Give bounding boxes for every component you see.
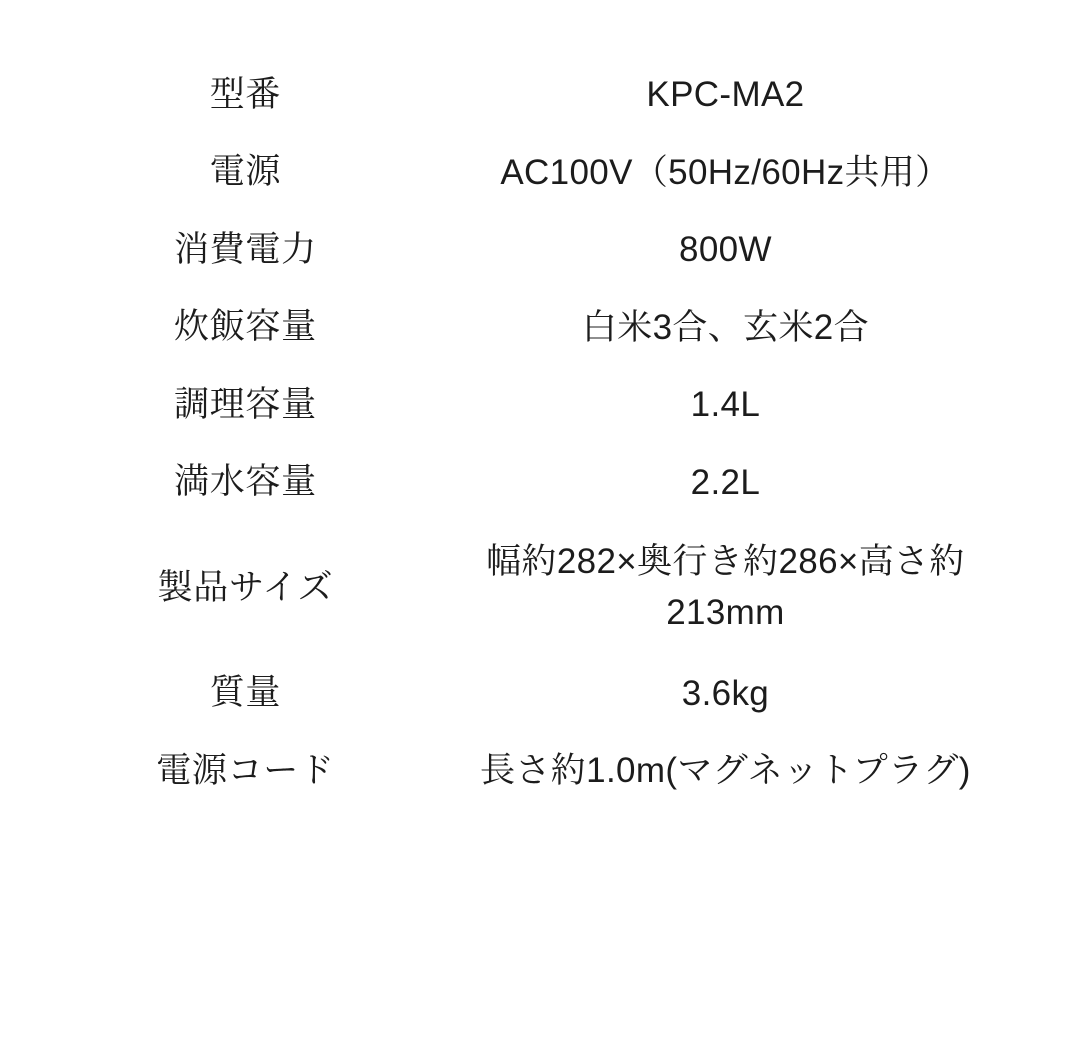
spec-value-product-size: 幅約282×奥行き約286×高さ約213mm [486, 542, 965, 632]
spec-label-power-source: 電源 [209, 152, 282, 192]
table-row [60, 56, 1020, 134]
table-row [60, 655, 1020, 733]
spec-value-model-number: KPC-MA2 [646, 75, 805, 114]
table-row [60, 134, 1020, 212]
spec-value-weight: 3.6kg [681, 673, 770, 713]
table-row [60, 521, 1020, 655]
spec-label-model-number: 型番 [209, 74, 282, 114]
spec-label-power-cord: 電源コード [156, 750, 335, 790]
table-row [60, 289, 1020, 367]
spec-label-full-water-capacity: 満水容量 [174, 462, 317, 502]
table-row [60, 366, 1020, 444]
spec-label-power-consumption: 消費電力 [174, 229, 317, 269]
spec-label-product-size: 製品サイズ [157, 567, 334, 607]
spec-table [60, 56, 1020, 810]
table-row [60, 732, 1020, 810]
spec-label-cooking-capacity: 調理容量 [174, 384, 317, 424]
table-row [60, 444, 1020, 522]
spec-value-power-cord: 長さ約1.0m(マグネットプラグ) [480, 751, 971, 790]
table-row [60, 211, 1020, 289]
spec-value-power-source: AC100V（50Hz/60Hz共用） [500, 152, 951, 192]
spec-value-rice-capacity: 白米3合、玄米2合 [581, 307, 869, 347]
spec-label-rice-capacity: 炊飯容量 [174, 307, 317, 347]
spec-label-weight: 質量 [209, 673, 282, 713]
spec-table-body [60, 56, 1020, 810]
spec-value-power-consumption: 800W [679, 230, 772, 269]
spec-value-cooking-capacity: 1.4L [690, 385, 761, 424]
spec-value-full-water-capacity: 2.2L [690, 462, 761, 502]
